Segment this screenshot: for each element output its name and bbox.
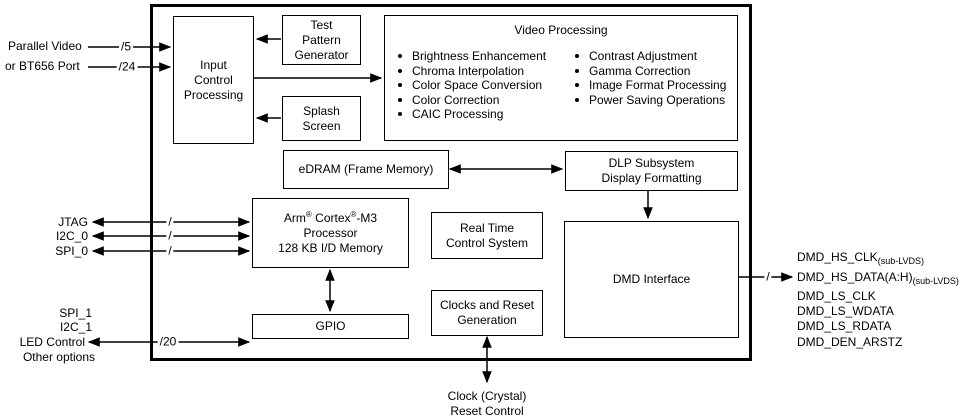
bus-width-24: /24 — [118, 59, 136, 74]
block-label: Real Time — [459, 220, 515, 235]
dlp-display-formatting-block — [565, 151, 738, 191]
port-label-spi0: SPI_0 — [55, 244, 88, 258]
bullet-icon — [575, 83, 579, 87]
arm-cortex-m3-block — [252, 198, 409, 268]
signal-dmd-ls-wdata: DMD_LS_WDATA — [797, 304, 894, 318]
block-label: Splash — [303, 103, 340, 118]
port-label-led-control: LED Control — [19, 335, 85, 349]
block-label: Screen — [302, 118, 341, 133]
gpio-block — [252, 314, 409, 339]
block-label: Input — [200, 57, 227, 72]
port-label-parallel-video: Parallel Video — [8, 39, 82, 53]
signal-dmd-ls-rdata: DMD_LS_RDATA — [797, 319, 892, 333]
bullet-icon — [575, 54, 579, 58]
block-label: Control System — [445, 235, 529, 250]
video-processing-right-list — [575, 49, 726, 107]
block-label: Generation — [457, 313, 517, 327]
reset-control-label: Reset Control — [450, 404, 524, 418]
block-label: GPIO — [315, 319, 346, 333]
bus-slash-i2c0: / — [168, 228, 172, 243]
port-label-bt656: or BT656 Port — [5, 59, 80, 73]
bus-slash-spi0: / — [168, 243, 172, 258]
registered-mark: ® — [305, 209, 312, 219]
clock-crystal-label: Clock (Crystal) — [447, 389, 527, 403]
signal-dmd-hs-clk: $DMD\_HS\_CLK_{(sub-LVDS)}$ — [797, 250, 925, 266]
list-item: Contrast Adjustment — [575, 49, 726, 64]
list-item: Color Space Conversion — [398, 78, 546, 93]
bullet-icon — [398, 54, 402, 58]
test-pattern-generator-block — [282, 15, 361, 65]
bus-width-20: /20 — [159, 334, 177, 349]
block-label: Display Formatting — [601, 171, 702, 185]
block-label: DMD Interface — [612, 272, 691, 286]
port-label-i2c1: I2C_1 — [59, 320, 92, 334]
block-label: Processing — [183, 87, 244, 102]
list-item: Color Correction — [398, 93, 546, 108]
bus-width-5: /5 — [120, 39, 132, 54]
bullet-icon — [398, 69, 402, 73]
bus-slash-jtag: / — [168, 214, 172, 229]
sub-lvds-note: (sub-LVDS) — [912, 276, 959, 286]
list-item: Image Format Processing — [575, 78, 726, 93]
block-label: Generator — [294, 47, 349, 62]
bullet-icon — [575, 98, 579, 102]
signal-dmd-hs-data: $DMD\_HS\_DATA(A:H)_{(sub-LVDS)}$ — [797, 270, 959, 286]
list-item: Brightness Enhancement — [398, 49, 546, 64]
video-processing-left-list — [398, 49, 546, 122]
port-label-other-options: Other options — [22, 350, 95, 364]
bullet-icon — [398, 83, 402, 87]
bullet-icon — [398, 112, 402, 116]
list-item: Gamma Correction — [575, 64, 726, 79]
block-label: 128 KB I/D Memory — [278, 240, 383, 255]
list-item: CAIC Processing — [398, 107, 546, 122]
input-control-processing-block — [173, 16, 254, 144]
bus-slash-dmd: / — [766, 269, 770, 284]
registered-mark: ® — [350, 209, 357, 219]
bullet-icon — [398, 98, 402, 102]
clocks-reset-block — [431, 290, 543, 336]
video-processing-block — [384, 15, 738, 141]
splash-screen-block — [282, 96, 361, 141]
block-label: Test — [310, 17, 333, 32]
port-label-i2c0: I2C_0 — [55, 229, 88, 243]
port-label-spi1: SPI_1 — [59, 306, 92, 320]
signal-dmd-ls-clk: DMD_LS_CLK — [797, 289, 876, 303]
dmd-interface-block — [564, 221, 739, 338]
block-label: Clocks and Reset — [439, 298, 535, 312]
edram-block — [283, 150, 449, 189]
video-processing-title: Video Processing — [514, 23, 608, 37]
block-label: Arm® Cortex®-M3 — [283, 209, 378, 225]
block-label: Processor — [303, 225, 358, 240]
list-item: Chroma Interpolation — [398, 64, 546, 79]
port-label-jtag: JTAG — [58, 215, 88, 229]
block-label: eDRAM (Frame Memory) — [298, 162, 434, 176]
sub-lvds-note: (sub-LVDS) — [877, 256, 925, 266]
list-item: Power Saving Operations — [575, 93, 726, 108]
block-label: Control — [194, 72, 233, 87]
block-label: DLP Subsystem — [608, 156, 695, 170]
bullet-icon — [575, 69, 579, 73]
real-time-control-block — [431, 212, 543, 259]
block-label: Pattern — [302, 32, 341, 47]
signal-dmd-den-arstz: DMD_DEN_ARSTZ — [797, 335, 903, 349]
